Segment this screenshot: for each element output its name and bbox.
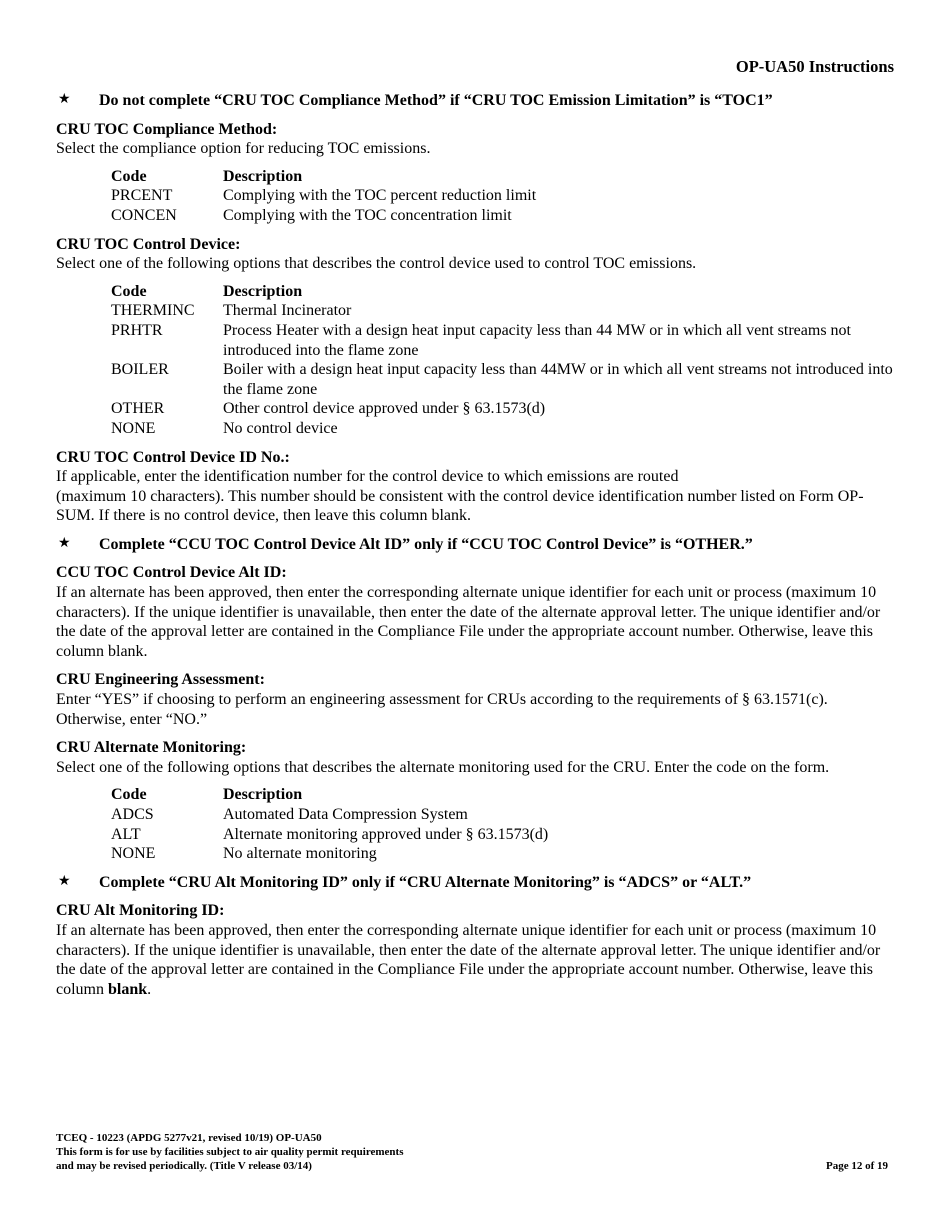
code-cell: CONCEN: [111, 206, 177, 224]
section-title: CRU Alternate Monitoring:: [56, 739, 247, 757]
code-cell: ALT: [111, 825, 141, 843]
description-header: Description: [223, 282, 303, 300]
description-text: If an alternate has been approved, then enter the corresponding alternate unique identifier for each unit or process (maximum 10 characters). If the unique identifier is unavailable, then enter the date of the alternate approval letter. The unique identifier and/or the date of the approval letter are contained in the Compliance File under the appropriate account number. Otherwise, leave this column: [56, 921, 881, 998]
document-body: [56, 91, 900, 1008]
code-cell: OTHER: [111, 400, 165, 418]
note-text: Do not complete “CRU TOC Compliance Method” if “CRU TOC Emission Limitation” is “TOC1”: [99, 92, 773, 109]
instruction-note: [56, 91, 900, 111]
star-icon: ★: [58, 873, 71, 889]
description-cell: No alternate monitoring: [223, 845, 377, 863]
description-cell: Automated Data Compression System: [223, 806, 468, 823]
note-text: Complete “CCU TOC Control Device Alt ID” only if “CCU TOC Control Device” is “OTHER.”: [99, 535, 753, 553]
section-compliance-method: [56, 120, 900, 226]
footer-line: and may be revised periodically. (Title V release 03/14): [56, 1160, 312, 1172]
table-row: [111, 805, 900, 825]
section-engineering-assessment: [56, 670, 900, 729]
code-table: [111, 282, 900, 439]
section-description-line1: If applicable, enter the identification number for the control device to which emissions are routed: [56, 468, 679, 486]
code-cell: PRCENT: [111, 187, 173, 205]
table-row: [111, 360, 900, 399]
description-cell: Alternate monitoring approved under § 63.1573(d): [223, 825, 549, 843]
code-cell: ADCS: [111, 806, 154, 823]
section-title: CRU Engineering Assessment:: [56, 671, 265, 689]
table-row: [111, 206, 900, 226]
page-number: Page 12 of 19: [825, 1160, 888, 1172]
code-cell: BOILER: [111, 361, 169, 379]
code-cell: NONE: [111, 419, 156, 437]
description-header: Description: [223, 167, 303, 185]
table-row: [111, 844, 900, 864]
page-header-title: OP-UA50 Instructions: [735, 57, 894, 76]
emphasized-word: blank: [108, 980, 148, 998]
code-cell: NONE: [111, 845, 156, 863]
section-alternate-monitoring: [56, 738, 900, 864]
description-cell: No control device: [223, 419, 338, 437]
section-description: Enter “YES” if choosing to perform an engineering assessment for CRUs according to the requirements of § 63.1571(c). Otherwise, enter “NO.”: [56, 691, 828, 728]
footer-line: This form is for use by facilities subject to air quality permit requirements: [56, 1146, 404, 1158]
section-alt-monitoring-id: [56, 901, 900, 999]
section-description: If an alternate has been approved, then enter the corresponding alternate unique identifier for each unit or process (maximum 10 characters). If the unique identifier is unavailable, then enter the date of the alternate approval letter. The unique identifier and/or the date of the approval letter are contained in the Compliance File under the appropriate account number. Otherwise, leave this column blank.: [56, 584, 881, 660]
table-header-row: [111, 785, 900, 805]
description-cell: Complying with the TOC percent reduction limit: [223, 187, 537, 205]
description-cell: Process Heater with a design heat input capacity less than 44 MW or in which all vent streams not introduced into the flame zone: [223, 321, 851, 359]
section-description-line2: (maximum 10 characters). This number should be consistent with the control device identification number listed on Form OP-SUM. If there is no control device, then leave this column blank.: [56, 487, 864, 525]
section-description: Select one of the following options that describes the alternate monitoring used for the CRU. Enter the code on the form.: [56, 758, 830, 776]
code-header: Code: [111, 167, 147, 185]
footer-form-info: [56, 1131, 404, 1173]
code-cell: THERMINC: [111, 302, 195, 320]
code-table: [111, 167, 900, 226]
section-title: CRU TOC Control Device:: [56, 235, 241, 253]
section-title: CRU Alt Monitoring ID:: [56, 902, 225, 920]
table-row: [111, 186, 900, 206]
instruction-note: [56, 535, 900, 555]
footer-line: TCEQ - 10223 (APDG 5277v21, revised 10/19) OP-UA50: [56, 1132, 322, 1144]
section-description: Select one of the following options that describes the control device used to control TOC emissions.: [56, 255, 697, 273]
description-header: Description: [223, 786, 303, 804]
description-cell: Other control device approved under § 63.1573(d): [223, 400, 546, 418]
section-title: CCU TOC Control Device Alt ID:: [56, 564, 287, 582]
table-row: [111, 301, 900, 321]
table-row: [111, 399, 900, 419]
section-title: CRU TOC Compliance Method:: [56, 120, 278, 138]
description-end: .: [147, 980, 152, 998]
code-header: Code: [111, 282, 147, 300]
table-row: [111, 825, 900, 845]
section-title: CRU TOC Control Device ID No.:: [56, 448, 290, 466]
description-cell: Thermal Incinerator: [223, 302, 352, 320]
table-row: [111, 419, 900, 439]
code-cell: PRHTR: [111, 321, 163, 339]
description-cell: Complying with the TOC concentration limit: [223, 206, 512, 224]
code-header: Code: [111, 786, 147, 804]
instruction-note: [56, 873, 900, 893]
star-icon: ★: [58, 535, 71, 551]
table-header-row: [111, 167, 900, 187]
section-description: [56, 921, 900, 999]
section-control-device: [56, 235, 900, 439]
section-alt-id: [56, 563, 900, 661]
section-description: Select the compliance option for reducing TOC emissions.: [56, 140, 431, 158]
section-control-device-id: [56, 448, 900, 526]
table-header-row: [111, 282, 900, 302]
description-cell: Boiler with a design heat input capacity less than 44MW or in which all vent streams not introduced into the flame zone: [223, 361, 893, 398]
code-table: [111, 785, 900, 863]
table-row: [111, 321, 900, 360]
note-text: Complete “CRU Alt Monitoring ID” only if “CRU Alternate Monitoring” is “ADCS” or “ALT.”: [99, 873, 752, 891]
star-icon: ★: [58, 92, 71, 107]
